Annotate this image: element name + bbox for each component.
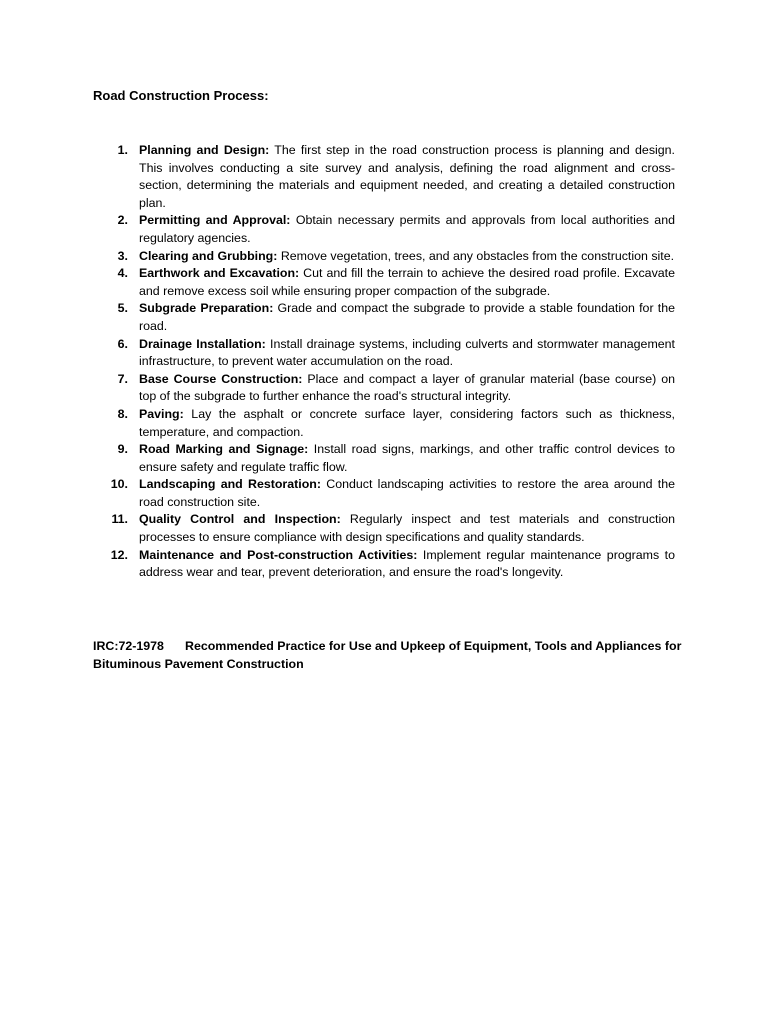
step-description: Install road signs, markings, and other traffic control devices to ensure safety and regulate traffic flow. (139, 442, 675, 474)
step-title: Clearing and Grubbing: (139, 248, 278, 263)
construction-steps-list (93, 142, 675, 582)
list-item (93, 212, 675, 247)
step-number: 11. (111, 512, 128, 527)
step-description: Place and compact a layer of granular material (base course) on top of the subgrade to further enhance the road's structural integrity. (139, 371, 675, 404)
step-title: Landscaping and Restoration: (139, 477, 321, 492)
list-item (93, 248, 675, 266)
reference-title: Recommended Practice for Use and Upkeep of Equipment, Tools and Appliances for Bituminous Pavement Construction (93, 639, 682, 671)
step-title: Subgrade Preparation: (139, 301, 274, 316)
list-item (93, 441, 675, 476)
step-description: Conduct landscaping activities to restore the area around the road construction site. (139, 477, 675, 509)
step-number: 2. (117, 213, 128, 228)
list-item (93, 476, 675, 511)
step-title: Earthwork and Excavation: (139, 266, 300, 281)
step-number: 10. (110, 477, 128, 492)
step-title: Drainage Installation: (139, 336, 266, 351)
step-description: Regularly inspect and test materials and construction processes to ensure compliance with design specifications and quality standards. (139, 512, 675, 545)
step-description: Lay the asphalt or concrete surface layer, considering factors such as thickness, temperature, and compaction. (139, 406, 675, 439)
step-title: Quality Control and Inspection: (139, 512, 341, 527)
reference-standard (93, 637, 683, 673)
step-number: 4. (117, 266, 128, 281)
step-title: Base Course Construction: (139, 371, 303, 386)
step-title: Road Marking and Signage: (139, 442, 309, 457)
step-number: 8. (117, 406, 128, 421)
step-description: The first step in the road construction process is planning and design. This involves conducting a site survey and analysis, defining the road alignment and cross-section, determining the materials and equipment needed, and creating a detailed construction plan. (139, 143, 676, 210)
reference-code: IRC:72-1978 (93, 639, 164, 653)
list-item (93, 265, 675, 300)
step-number: 9. (117, 442, 128, 457)
list-item (93, 547, 675, 582)
step-description: Implement regular maintenance programs to address wear and tear, prevent deterioration, and ensure the road's longevity. (139, 547, 675, 580)
step-number: 6. (117, 336, 128, 351)
step-description: Grade and compact the subgrade to provide a stable foundation for the road. (139, 301, 675, 333)
step-description: Install drainage systems, including culverts and stormwater management infrastructure, to prevent water accumulation on the road. (139, 336, 675, 369)
step-title: Planning and Design: (139, 143, 270, 157)
step-description: Obtain necessary permits and approvals from local authorities and regulatory agencies. (139, 213, 675, 245)
step-title: Permitting and Approval: (139, 213, 291, 228)
list-item (93, 142, 675, 212)
list-item (93, 406, 675, 441)
list-item (93, 511, 675, 546)
step-title: Maintenance and Post-construction Activities: (139, 547, 418, 562)
step-number: 1. (117, 143, 128, 157)
step-number: 12. (110, 547, 128, 562)
list-item (93, 336, 675, 371)
step-description: Cut and fill the terrain to achieve the desired road profile. Excavate and remove excess soil while ensuring proper compaction of the subgrade. (139, 266, 675, 298)
step-number: 3. (117, 248, 128, 263)
step-number: 7. (117, 371, 128, 386)
step-description: Remove vegetation, trees, and any obstacles from the construction site. (277, 248, 675, 263)
step-number: 5. (117, 301, 128, 316)
list-item (93, 300, 675, 335)
list-item (93, 371, 675, 406)
document-heading: Road Construction Process: (93, 88, 269, 103)
step-title: Paving: (139, 406, 184, 421)
